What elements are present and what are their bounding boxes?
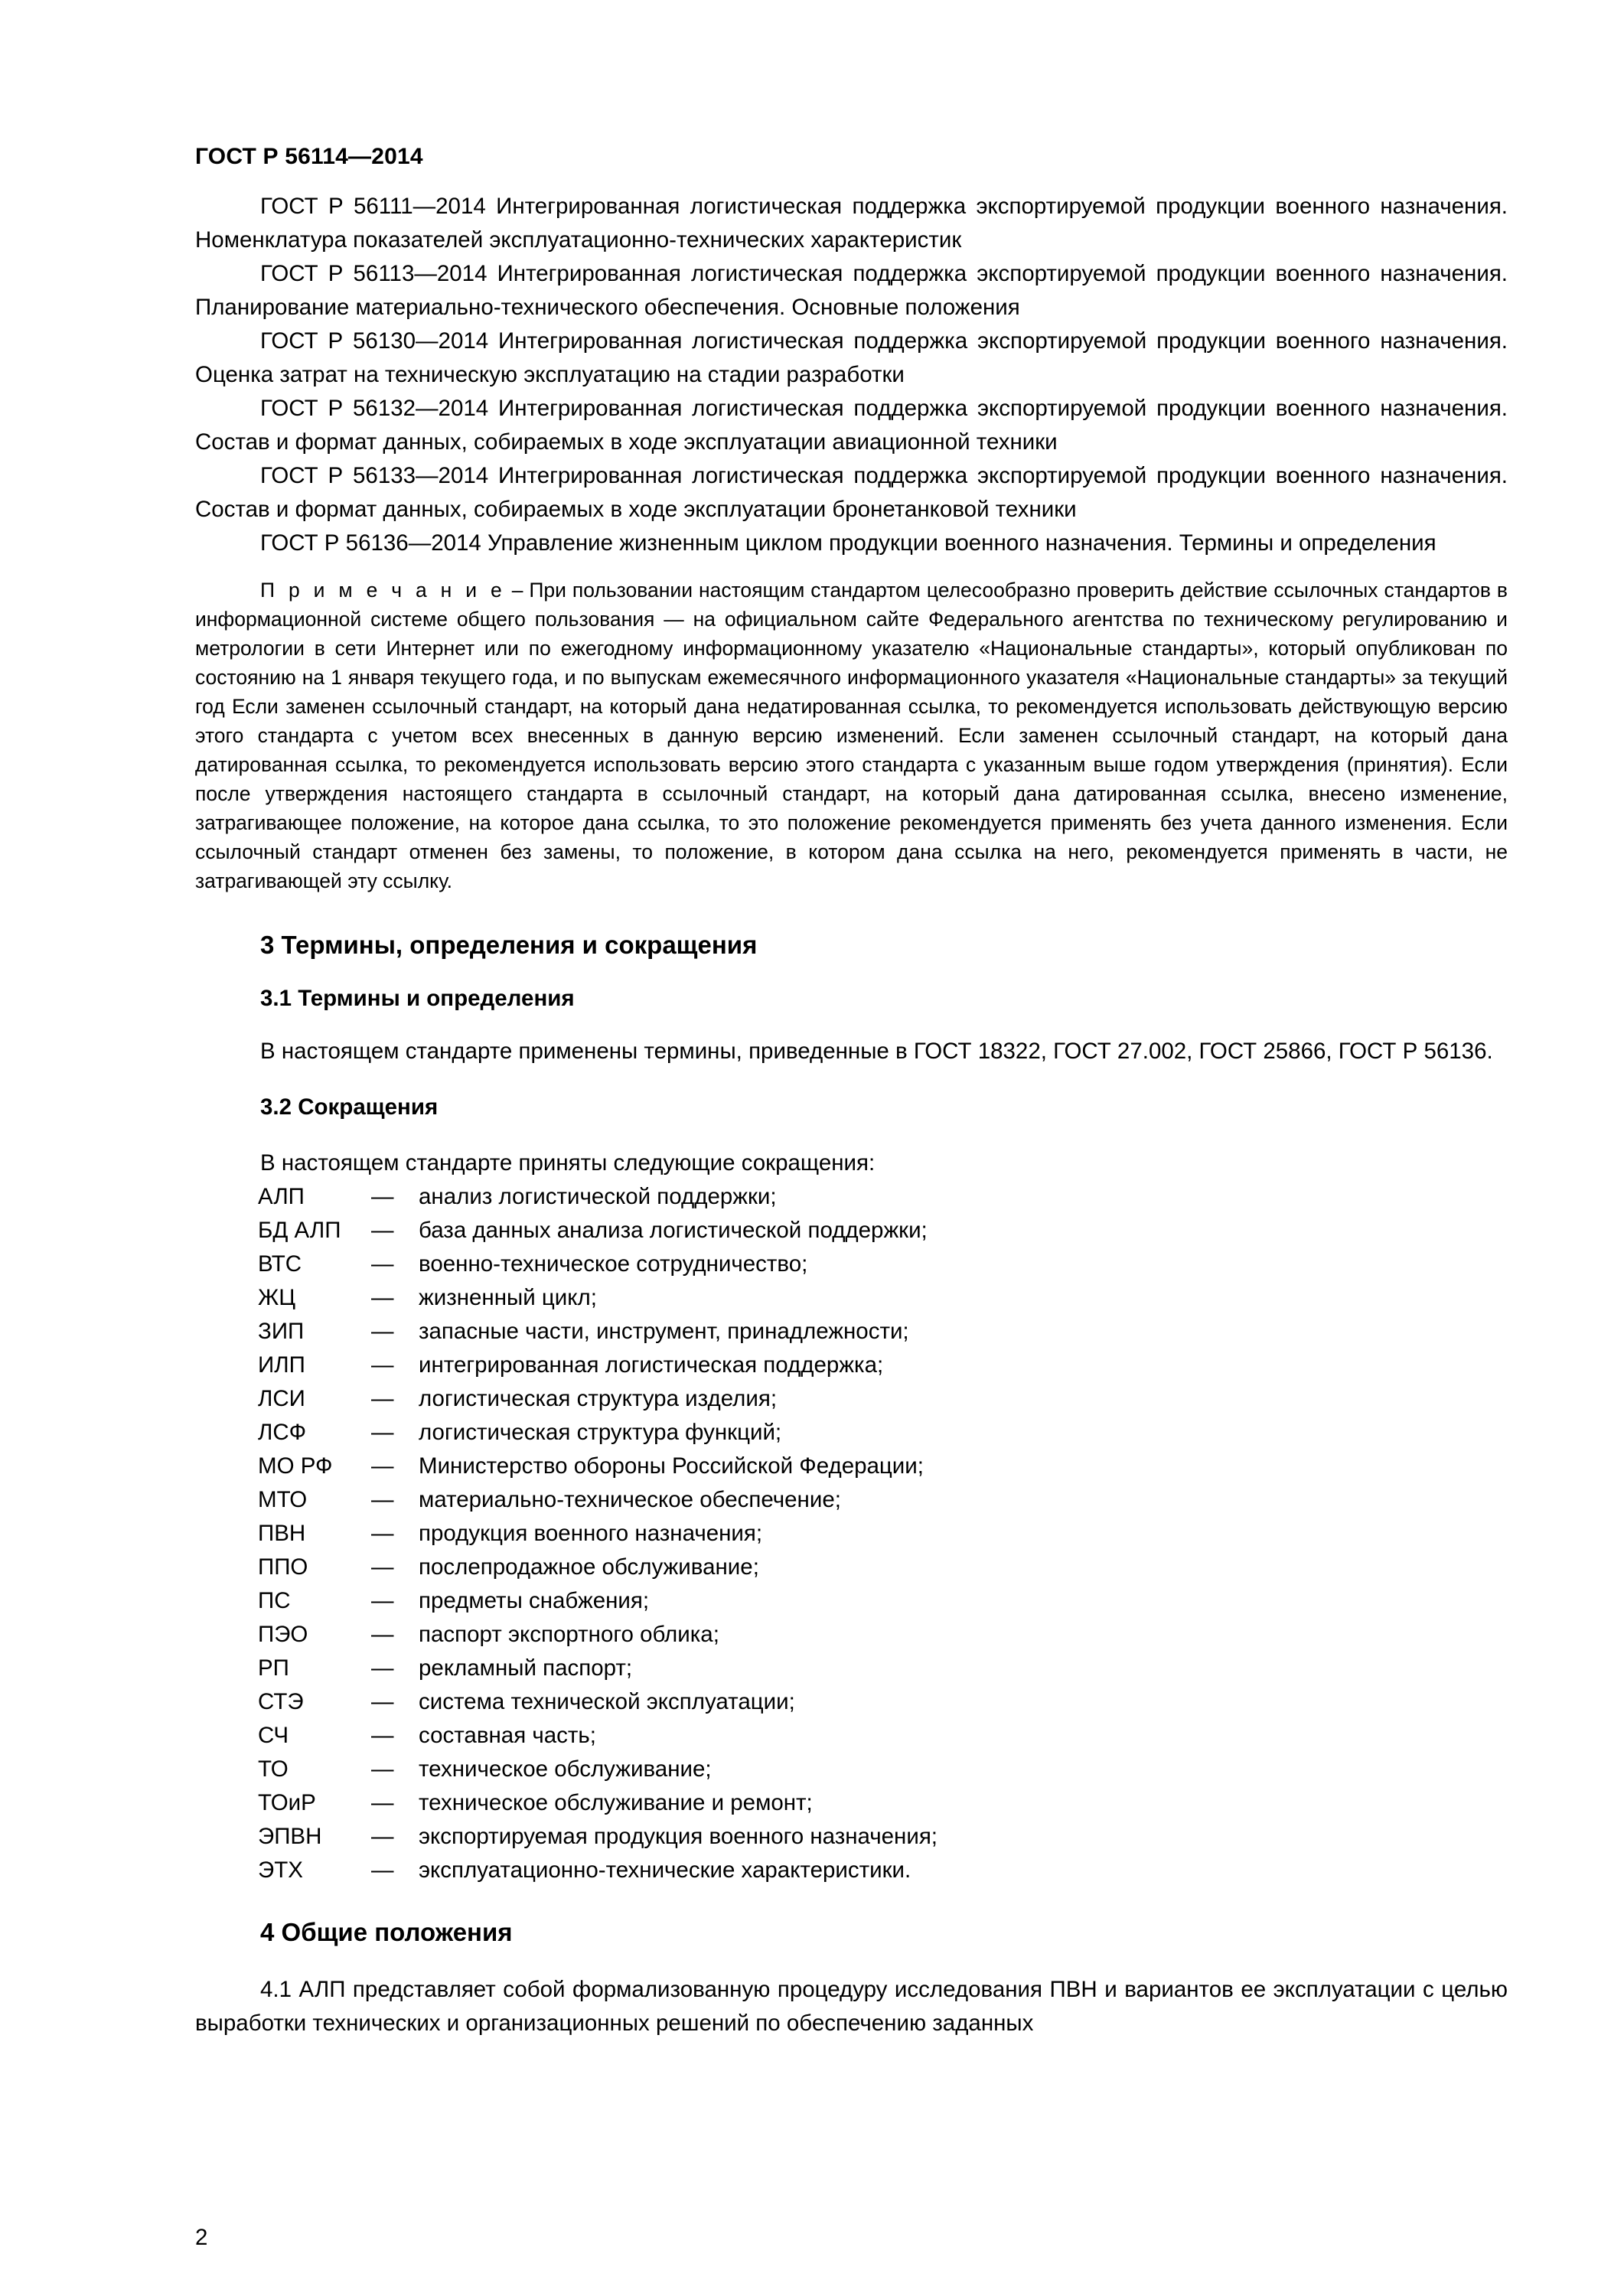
abbreviation-row (195, 1180, 1508, 1214)
abbreviation-dash: — (371, 1823, 394, 1849)
abbreviation-term: ЗИП (258, 1318, 305, 1344)
abbreviation-definition: послепродажное обслуживание; (419, 1554, 759, 1580)
abbreviation-definition: продукция военного назначения; (419, 1520, 763, 1546)
abbreviation-term: СТЭ (258, 1688, 304, 1714)
abbreviation-term: ПЭО (258, 1621, 308, 1647)
reference-item: ГОСТ Р 56132—2014 Интегрированная логистическая поддержка экспортируемой продукции военного назначения. Состав и формат данных, собираемых в ходе эксплуатации авиационной техники (195, 396, 1508, 455)
abbreviation-term: ПС (258, 1587, 291, 1613)
abbreviation-dash: — (371, 1554, 394, 1580)
abbreviation-definition: запасные части, инструмент, принадлежности; (419, 1318, 909, 1344)
abbreviation-row (195, 1753, 1508, 1786)
abbreviation-dash: — (371, 1520, 394, 1546)
section-3-1-paragraph: В настоящем стандарте применены термины, приведенные в ГОСТ 18322, ГОСТ 27.002, ГОСТ 25866, ГОСТ Р 56136. (260, 1038, 1493, 1064)
abbreviation-definition: рекламный паспорт; (419, 1655, 633, 1681)
abbreviation-dash: — (371, 1756, 394, 1782)
abbreviation-term: ЛСФ (258, 1419, 307, 1445)
abbreviations-intro: В настоящем стандарте приняты следующие сокращения: (260, 1150, 876, 1176)
abbreviation-row (195, 1786, 1508, 1820)
section-4-1-paragraph: 4.1 АЛП представляет собой формализованную процедуру исследования ПВН и вариантов ее эксплуатации с целью выработки технических и организационных решений по обеспечению заданных (195, 1976, 1508, 2036)
note-block (195, 576, 1508, 895)
abbreviation-dash: — (371, 1857, 394, 1883)
abbreviation-row (195, 1517, 1508, 1551)
abbreviation-dash: — (371, 1453, 394, 1479)
abbreviation-definition: интегрированная логистическая поддержка; (419, 1352, 884, 1378)
abbreviation-row (195, 1450, 1508, 1483)
abbreviation-row (195, 1618, 1508, 1652)
abbreviation-definition: логистическая структура функций; (419, 1419, 782, 1445)
section-3-heading: 3 Термины, определения и сокращения (260, 931, 758, 959)
reference-item: ГОСТ Р 56136—2014 Управление жизненным циклом продукции военного назначения. Термины и определения (260, 530, 1436, 556)
abbreviation-dash: — (371, 1251, 394, 1277)
abbreviation-dash: — (371, 1318, 394, 1344)
abbreviation-row (195, 1551, 1508, 1584)
abbreviation-definition: техническое обслуживание; (419, 1756, 712, 1782)
abbreviation-definition: эксплуатационно-технические характеристики. (419, 1857, 911, 1883)
abbreviation-row (195, 1247, 1508, 1281)
abbreviation-definition: паспорт экспортного облика; (419, 1621, 719, 1647)
abbreviation-row (195, 1685, 1508, 1719)
abbreviations-list (195, 1180, 1508, 1887)
abbreviation-dash: — (371, 1655, 394, 1681)
section-3-2-heading: 3.2 Сокращения (260, 1094, 439, 1120)
abbreviation-term: БД АЛП (258, 1217, 341, 1243)
note-dash: – (505, 579, 530, 602)
abbreviation-row (195, 1214, 1508, 1247)
section-3-1-heading: 3.1 Термины и определения (260, 985, 575, 1011)
abbreviation-dash: — (371, 1419, 394, 1445)
abbreviation-dash: — (371, 1284, 394, 1310)
abbreviation-term: СЧ (258, 1722, 289, 1748)
abbreviation-term: АЛП (258, 1183, 305, 1209)
abbreviation-dash: — (371, 1789, 394, 1815)
abbreviation-definition: составная часть; (419, 1722, 596, 1748)
abbreviation-dash: — (371, 1486, 394, 1512)
abbreviation-row (195, 1382, 1508, 1416)
abbreviation-dash: — (371, 1183, 394, 1209)
abbreviation-row (195, 1281, 1508, 1315)
abbreviation-row (195, 1854, 1508, 1887)
abbreviation-row (195, 1349, 1508, 1382)
abbreviation-dash: — (371, 1688, 394, 1714)
abbreviation-term: ТО (258, 1756, 289, 1782)
abbreviation-definition: Министерство обороны Российской Федерации; (419, 1453, 924, 1479)
abbreviation-definition: военно-техническое сотрудничество; (419, 1251, 808, 1277)
abbreviation-term: МТО (258, 1486, 308, 1512)
running-head: ГОСТ Р 56114—2014 (195, 144, 423, 169)
abbreviation-definition: материально-техническое обеспечение; (419, 1486, 841, 1512)
abbreviation-term: ИЛП (258, 1352, 305, 1378)
abbreviation-term: ПВН (258, 1520, 306, 1546)
abbreviation-term: МО РФ (258, 1453, 333, 1479)
abbreviation-dash: — (371, 1352, 394, 1378)
abbreviation-row (195, 1584, 1508, 1618)
abbreviation-term: ВТС (258, 1251, 302, 1277)
reference-item: ГОСТ Р 56111—2014 Интегрированная логистическая поддержка экспортируемой продукции военного назначения. Номенклатура показателей эксплуатационно-технических характеристик (195, 194, 1508, 253)
abbreviation-definition: предметы снабжения; (419, 1587, 650, 1613)
abbreviation-definition: жизненный цикл; (419, 1284, 597, 1310)
abbreviation-term: ТОиР (258, 1789, 316, 1815)
abbreviation-row (195, 1416, 1508, 1450)
abbreviation-term: РП (258, 1655, 289, 1681)
abbreviation-dash: — (371, 1722, 394, 1748)
abbreviation-row (195, 1483, 1508, 1517)
abbreviation-row (195, 1719, 1508, 1753)
abbreviation-definition: экспортируемая продукция военного назначения; (419, 1823, 938, 1849)
abbreviation-dash: — (371, 1217, 394, 1243)
note-text: При пользовании настоящим стандартом целесообразно проверить действие ссылочных стандартов в информационной системе общего пользования — на официальном сайте Федерального агентства по техническому регулированию и метрологии в сети Интернет или по ежегодному информационному указателю «Национальные стандарты», который опубликован по состоянию на 1 января текущего года, и по выпускам ежемесячного информационного указателя «Национальные стандарты» за текущий год Если заменен ссылочный стандарт, на который дана недатированная ссылка, то рекомендуется использовать действующую версию этого стандарта с учетом всех внесенных в данную версию изменений. Если заменен ссылочный стандарт, на который дана датированная ссылка, то рекомендуется использовать версию этого стандарта с указанным выше годом утверждения (принятия). Если после утверждения настоящего стандарта в ссылочный стандарт, на который дана датированная ссылка, внесено изменение, затрагивающее положение, на которое дана ссылка, то это положение рекомендуется применять без учета данного изменения. Если ссылочный стандарт отменен без замены, то положение, в котором дана ссылка на него, рекомендуется применять в части, не затрагивающей эту ссылку. (195, 579, 1508, 892)
reference-item: ГОСТ Р 56133—2014 Интегрированная логистическая поддержка экспортируемой продукции военного назначения. Состав и формат данных, собираемых в ходе эксплуатации бронетанковой техники (195, 463, 1508, 522)
reference-item: ГОСТ Р 56113—2014 Интегрированная логистическая поддержка экспортируемой продукции военного назначения. Планирование материально-технического обеспечения. Основные положения (195, 261, 1508, 320)
abbreviation-row (195, 1652, 1508, 1685)
note-label: П р и м е ч а н и е (260, 579, 506, 602)
abbreviation-term: ЛСИ (258, 1385, 305, 1411)
referenced-standards-list (195, 190, 1508, 560)
abbreviation-dash: — (371, 1621, 394, 1647)
abbreviation-definition: база данных анализа логистической поддержки; (419, 1217, 928, 1243)
section-4-heading: 4 Общие положения (260, 1917, 513, 1946)
document-body (195, 190, 1508, 2040)
reference-item: ГОСТ Р 56130—2014 Интегрированная логистическая поддержка экспортируемой продукции военного назначения. Оценка затрат на техническую эксплуатацию на стадии разработки (195, 328, 1508, 387)
abbreviation-term: ЖЦ (258, 1284, 296, 1310)
abbreviation-term: ЭТХ (258, 1857, 303, 1883)
abbreviation-dash: — (371, 1385, 394, 1411)
abbreviation-row (195, 1315, 1508, 1349)
abbreviation-term: ЭПВН (258, 1823, 322, 1849)
abbreviation-dash: — (371, 1587, 394, 1613)
abbreviation-definition: техническое обслуживание и ремонт; (419, 1789, 813, 1815)
abbreviation-term: ППО (258, 1554, 308, 1580)
abbreviation-definition: система технической эксплуатации; (419, 1688, 795, 1714)
abbreviation-definition: логистическая структура изделия; (419, 1385, 778, 1411)
abbreviation-definition: анализ логистической поддержки; (419, 1183, 777, 1209)
abbreviation-row (195, 1820, 1508, 1854)
page-number: 2 (195, 2224, 208, 2250)
